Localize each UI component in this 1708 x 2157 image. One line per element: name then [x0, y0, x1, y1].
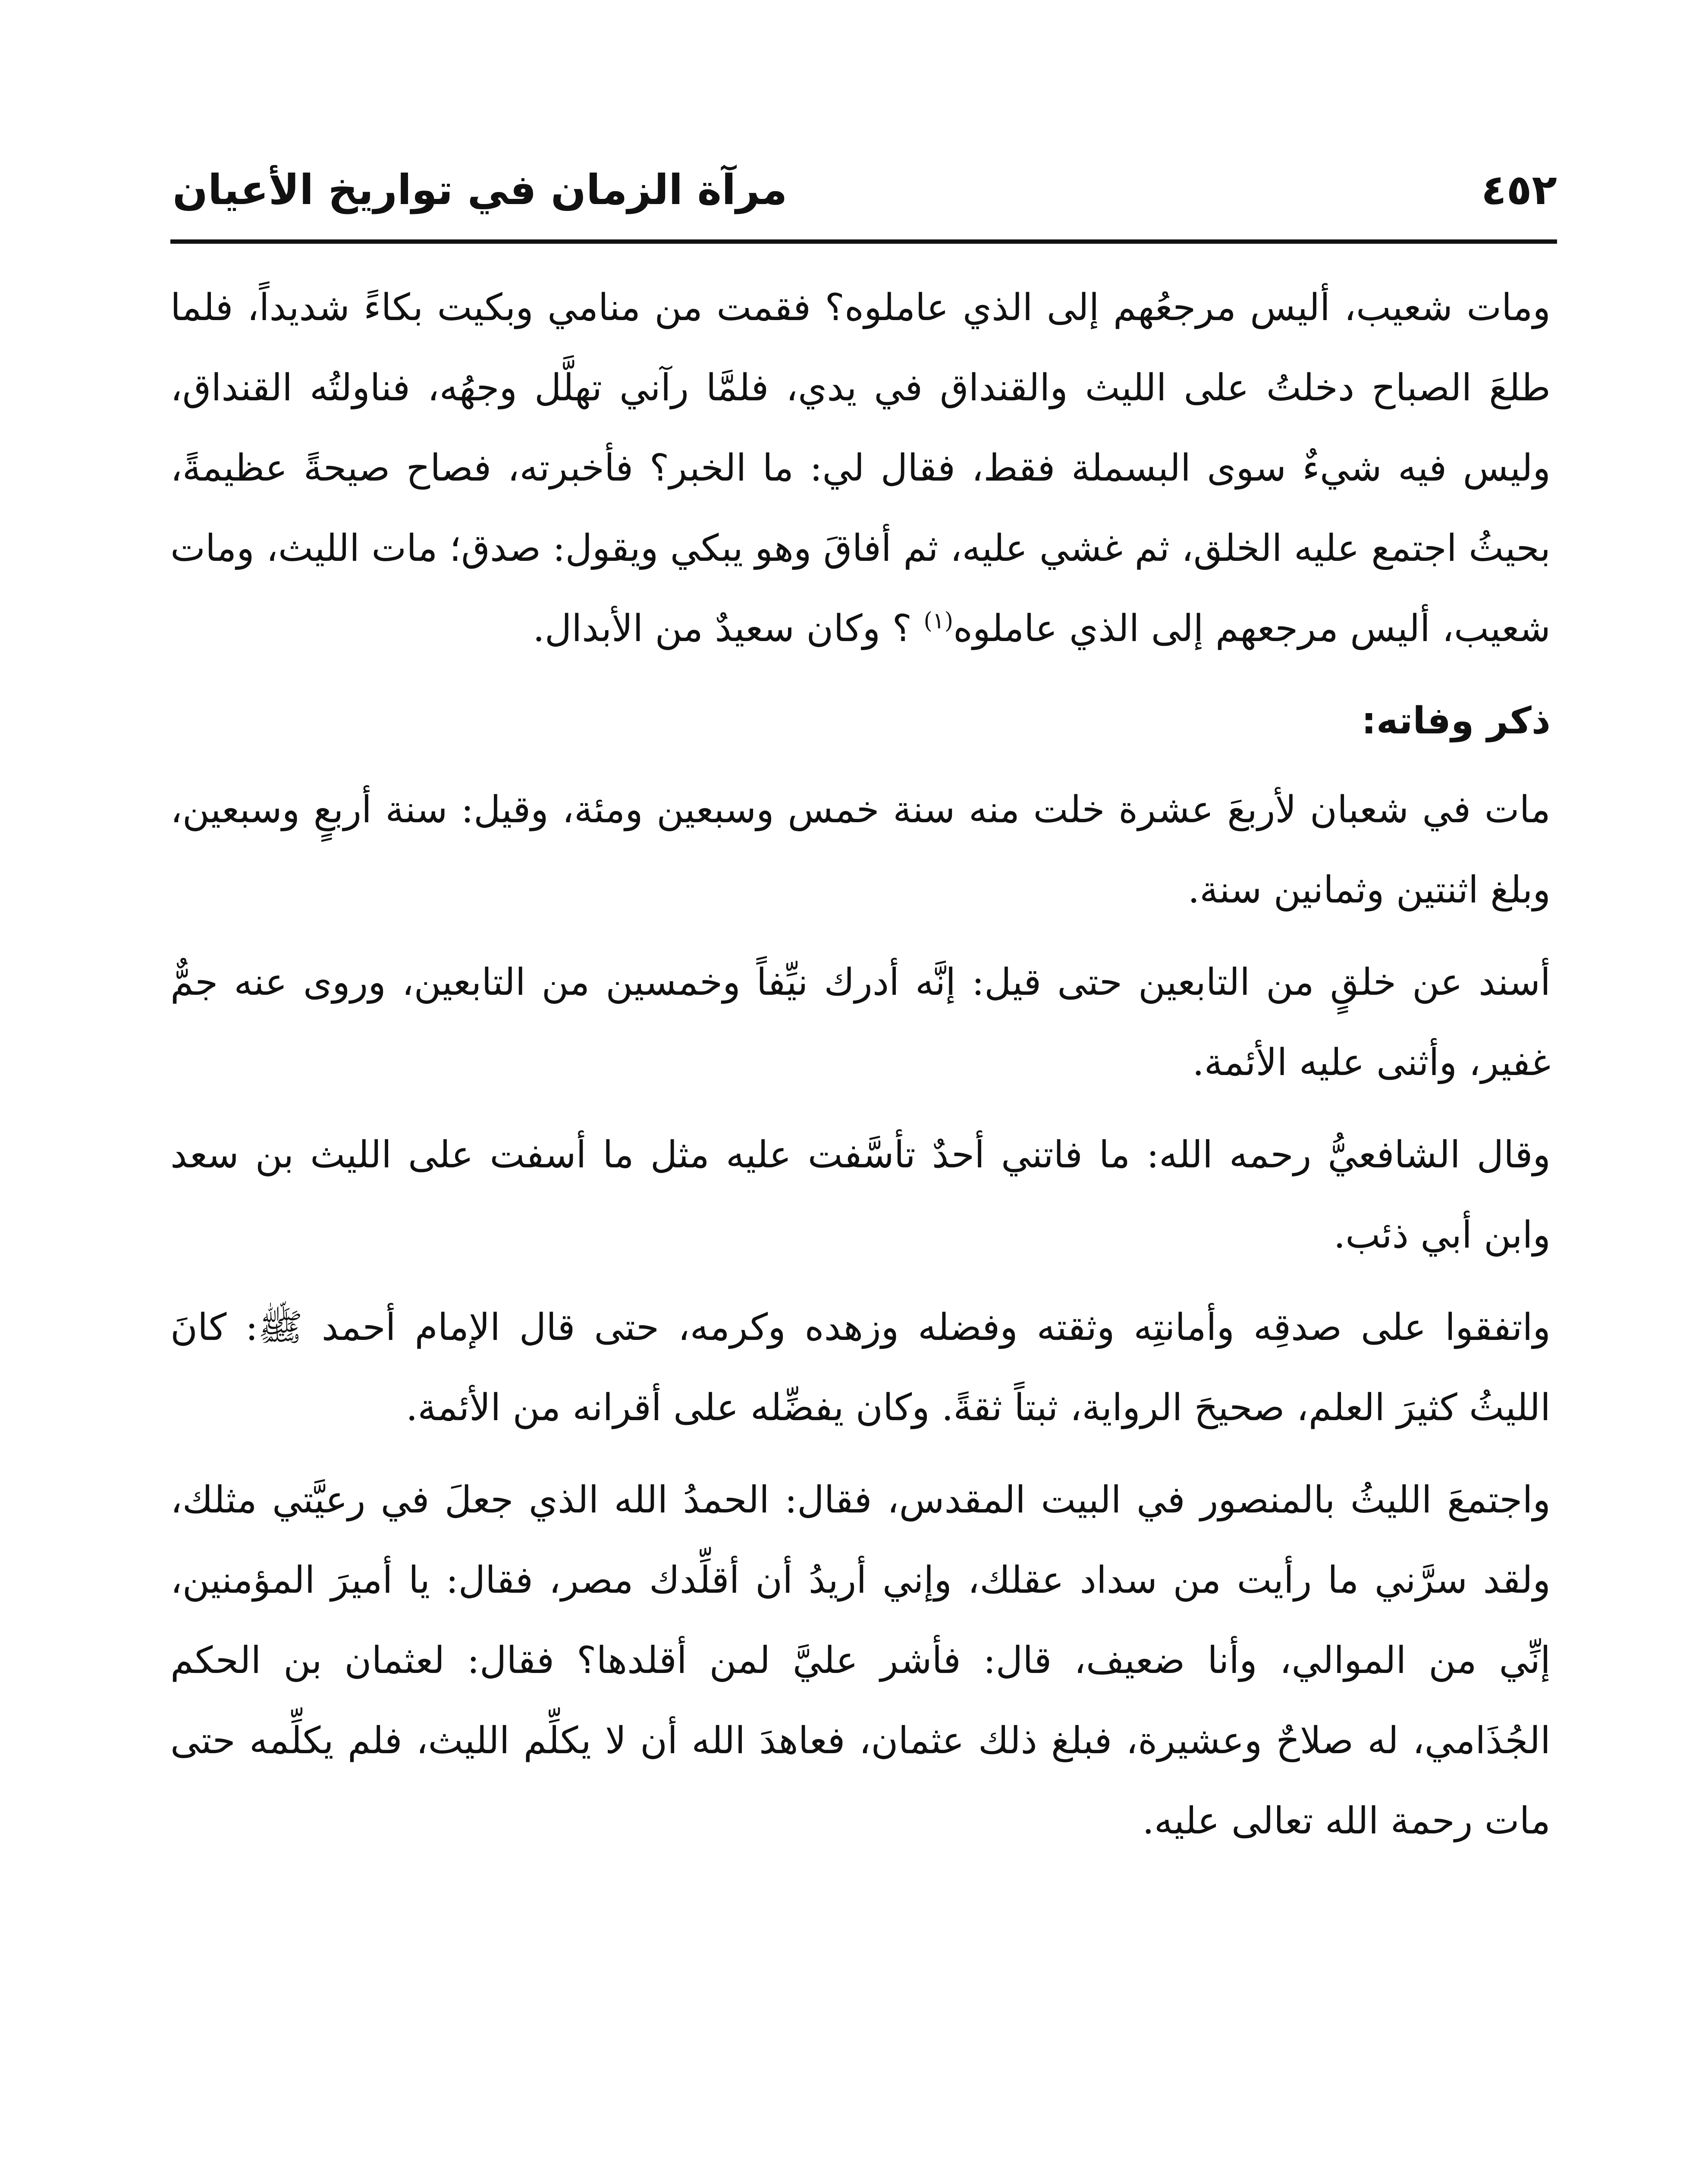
footnote-marker: (١)	[923, 608, 953, 634]
paragraph-2: مات في شعبان لأربعَ عشرة خلت منه سنة خمس وسبعين ومئة، وقيل: سنة أربعٍ وسبعين، وبلغ اثنتين وثمانين سنة.	[170, 788, 1551, 912]
paragraph-1-text: ومات شعيب، أليس مرجعُهم إلى الذي عاملوه؟ فقمت من منامي وبكيت بكاءً شديداً، فلما طلعَ الصباح دخلتُ على الليث والقنداق في يدي، فلمَّا رآني تهلَّل وجهُه، فناولتُه القنداق، وليس فيه شيءٌ سوى البسملة فقط، فقال لي: ما الخبر؟ فأخبرته، فصاح صيحةً عظيمةً، بحيثُ اجتمع عليه الخلق، ثم غشي عليه، ثم أفاقَ وهو يبكي ويقول: صدق؛ مات الليث، ومات شعيب، أليس مرجعهم إلى الذي عاملوه	[170, 286, 1551, 650]
page-number: ٤٥٢	[1481, 166, 1557, 214]
paragraph-3: أسند عن خلقٍ من التابعين حتى قيل: إنَّه أدرك نيِّفاً وخمسين من التابعين، وروى عنه جمٌّ غفير، وأثنى عليه الأئمة.	[170, 961, 1551, 1084]
paragraph-4: وقال الشافعيُّ رحمه الله: ما فاتني أحدٌ تأسَّفت عليه مثل ما أسفت على الليث بن سعد وابن أبي ذئب.	[170, 1133, 1551, 1257]
running-header	[173, 155, 1557, 229]
paragraph-1	[170, 267, 1551, 669]
section-heading: ذكر وفاته:	[1361, 699, 1551, 742]
paragraph-1-tail: ؟ وكان سعيدٌ من الأبدال.	[533, 607, 924, 650]
main-text	[170, 267, 1551, 1873]
paragraph-5: واتفقوا على صدقِه وأمانتِه وثقته وفضله وزهده وكرمه، حتى قال الإمام أحمد ﷺ: كانَ الليثُ كثيرَ العلم، صحيحَ الرواية، ثبتاً ثقةً. وكان يفضِّله على أقرانه من الأئمة.	[170, 1306, 1551, 1429]
paragraph-6: واجتمعَ الليثُ بالمنصور في البيت المقدس، فقال: الحمدُ الله الذي جعلَ في رعيَّتي مثلك، ولقد سرَّني ما رأيت من سداد عقلك، وإني أريدُ أن أقلِّدك مصر، فقال: يا أميرَ المؤمنين، إنِّي من الموالي، وأنا ضعيف، قال: فأشر عليَّ لمن أقلدها؟ فقال: لعثمان بن الحكم الجُذَامي، له صلاحٌ وعشيرة، فبلغ ذلك عثمان، فعاهدَ الله أن لا يكلِّم الليث، فلم يكلِّمه حتى مات رحمة الله تعالى عليه.	[170, 1478, 1551, 1843]
running-title: مرآة الزمان في تواريخ الأعيان	[173, 166, 788, 214]
header-rule	[170, 239, 1557, 244]
